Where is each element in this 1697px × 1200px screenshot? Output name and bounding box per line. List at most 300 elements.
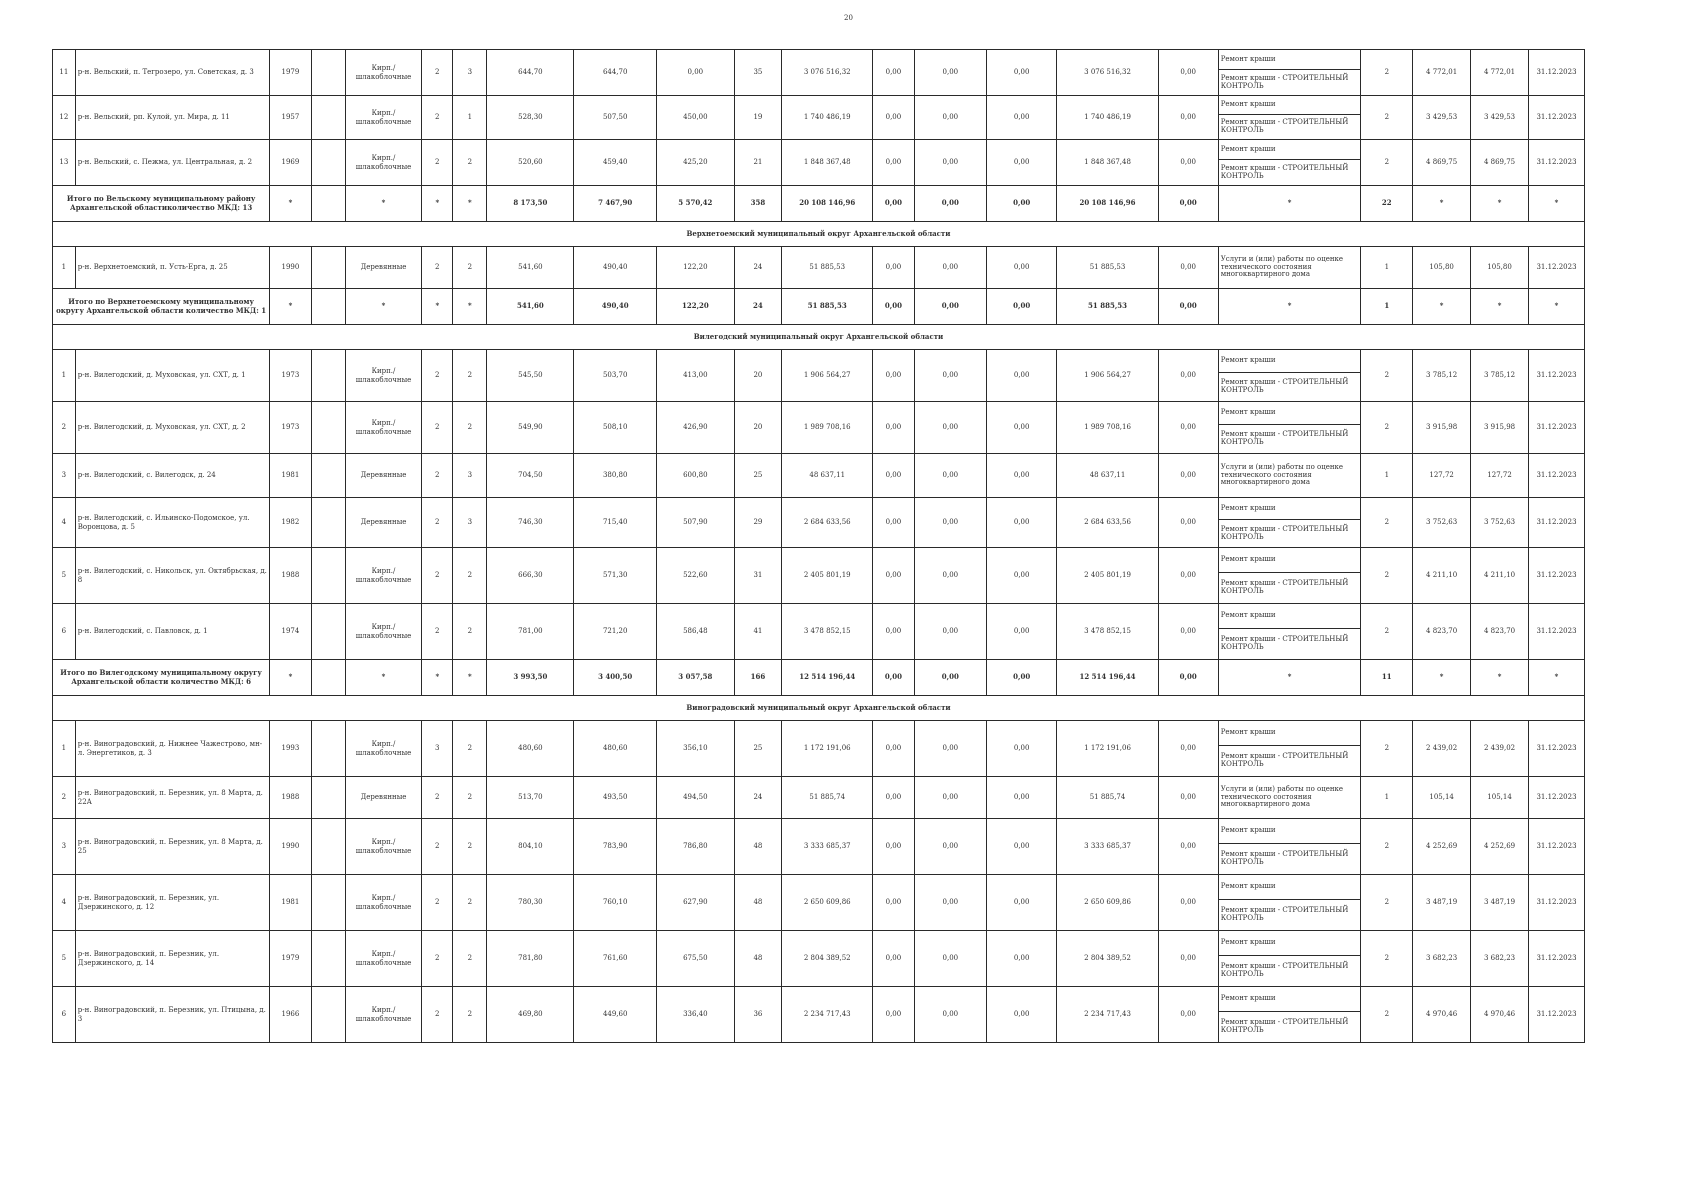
- value-f4: 2 234 717,43: [1057, 987, 1158, 1043]
- value-a3: 627,90: [657, 875, 735, 931]
- work-count: 2: [1361, 875, 1413, 931]
- value-f4: 3 333 685,37: [1057, 819, 1158, 875]
- value-total: 2 405 801,19: [782, 548, 873, 604]
- value-f2: 0,00: [914, 548, 986, 604]
- subtotal-row: [53, 289, 1585, 325]
- work-types: [1218, 350, 1361, 402]
- work-count: 2: [1361, 987, 1413, 1043]
- row-number: 12: [53, 96, 76, 140]
- unit-cost-limit: 4 869,75: [1471, 140, 1529, 186]
- value-f4: 48 637,11: [1057, 454, 1158, 498]
- value-f3: 0,00: [987, 350, 1057, 402]
- value-f5: 0,00: [1158, 402, 1218, 454]
- subtotal-f3: 0,00: [987, 289, 1057, 325]
- section-header-row: [53, 325, 1585, 350]
- year-built: 1990: [270, 247, 311, 289]
- address: р-н. Виноградовский, п. Березник, ул. Птицына, д. 3: [75, 987, 269, 1043]
- year-empty: [311, 50, 345, 96]
- value-a3: 675,50: [657, 931, 735, 987]
- year-built: 1966: [270, 987, 311, 1043]
- work-count: 1: [1361, 247, 1413, 289]
- value-residents: 41: [734, 604, 782, 660]
- unit-cost-limit: 4 823,70: [1471, 604, 1529, 660]
- value-f3: 0,00: [987, 987, 1057, 1043]
- value-a2: 503,70: [574, 350, 657, 402]
- value-a3: 507,90: [657, 498, 735, 548]
- subtotal-total: 20 108 146,96: [782, 186, 873, 222]
- subtotal-f1: 0,00: [873, 186, 914, 222]
- subtotal-residents: 358: [734, 186, 782, 222]
- work-type-control: Ремонт крыши - СТРОИТЕЛЬНЫЙ КОНТРОЛЬ: [1219, 572, 1361, 603]
- work-type-primary: Ремонт крыши: [1220, 54, 1276, 63]
- subtotal-a1: 3 993,50: [487, 660, 574, 696]
- empty-floors: *: [422, 660, 453, 696]
- value-a2: 571,30: [574, 548, 657, 604]
- floors: 2: [422, 548, 453, 604]
- subtotal-residents: 24: [734, 289, 782, 325]
- value-f4: 2 684 633,56: [1057, 498, 1158, 548]
- house-row: [53, 987, 1585, 1043]
- value-residents: 35: [734, 50, 782, 96]
- value-total: 51 885,74: [782, 777, 873, 819]
- work-count: 2: [1361, 931, 1413, 987]
- empty-c2: *: [1471, 186, 1529, 222]
- value-residents: 24: [734, 777, 782, 819]
- value-f5: 0,00: [1158, 875, 1218, 931]
- entrances: 2: [453, 402, 487, 454]
- subtotal-f1: 0,00: [873, 660, 914, 696]
- work-type-primary: Ремонт крыши: [1220, 356, 1276, 365]
- value-f3: 0,00: [987, 454, 1057, 498]
- value-f3: 0,00: [987, 140, 1057, 186]
- value-a3: 336,40: [657, 987, 735, 1043]
- value-a3: 450,00: [657, 96, 735, 140]
- row-number: 1: [53, 247, 76, 289]
- value-total: 48 637,11: [782, 454, 873, 498]
- value-f2: 0,00: [914, 498, 986, 548]
- work-type-primary: Ремонт крыши: [1220, 938, 1276, 947]
- unit-cost-limit: 3 429,53: [1471, 96, 1529, 140]
- value-a2: 721,20: [574, 604, 657, 660]
- completion-date: 31.12.2023: [1529, 604, 1585, 660]
- floors: 2: [422, 96, 453, 140]
- work-count: 2: [1361, 498, 1413, 548]
- value-residents: 20: [734, 402, 782, 454]
- completion-date: 31.12.2023: [1529, 402, 1585, 454]
- value-f5: 0,00: [1158, 498, 1218, 548]
- year-empty: [311, 247, 345, 289]
- value-a2: 508,10: [574, 402, 657, 454]
- value-f1: 0,00: [873, 931, 914, 987]
- value-f5: 0,00: [1158, 777, 1218, 819]
- value-a3: 426,90: [657, 402, 735, 454]
- unit-cost: 3 785,12: [1413, 350, 1471, 402]
- value-a2: 449,60: [574, 987, 657, 1043]
- value-f4: 1 906 564,27: [1057, 350, 1158, 402]
- entrances: 2: [453, 777, 487, 819]
- value-a1: 781,80: [487, 931, 574, 987]
- value-a1: 781,00: [487, 604, 574, 660]
- value-total: 1 740 486,19: [782, 96, 873, 140]
- year-empty: [311, 454, 345, 498]
- value-f4: 1 172 191,06: [1057, 721, 1158, 777]
- completion-date: 31.12.2023: [1529, 819, 1585, 875]
- value-a3: 356,10: [657, 721, 735, 777]
- value-f3: 0,00: [987, 819, 1057, 875]
- value-f5: 0,00: [1158, 454, 1218, 498]
- work-count: 2: [1361, 819, 1413, 875]
- subtotal-work-count: 1: [1361, 289, 1413, 325]
- value-a1: 780,30: [487, 875, 574, 931]
- wall-material: Кирп./ шлакоблочные: [345, 96, 422, 140]
- entrances: 2: [453, 247, 487, 289]
- wall-material: Кирп./ шлакоблочные: [345, 987, 422, 1043]
- wall-material: Кирп./ шлакоблочные: [345, 50, 422, 96]
- value-f5: 0,00: [1158, 819, 1218, 875]
- completion-date: 31.12.2023: [1529, 454, 1585, 498]
- wall-material: Деревянные: [345, 247, 422, 289]
- address: р-н. Вилегодский, д. Муховская, ул. СХТ, д. 2: [75, 402, 269, 454]
- subtotal-a2: 3 400,50: [574, 660, 657, 696]
- floors: 2: [422, 454, 453, 498]
- work-type-primary: Ремонт крыши: [1220, 826, 1276, 835]
- value-f3: 0,00: [987, 96, 1057, 140]
- value-total: 3 333 685,37: [782, 819, 873, 875]
- value-f4: 2 405 801,19: [1057, 548, 1158, 604]
- empty-wall-type: [311, 186, 345, 222]
- house-row: [53, 721, 1585, 777]
- year-empty: [311, 548, 345, 604]
- value-a2: 715,40: [574, 498, 657, 548]
- value-residents: 20: [734, 350, 782, 402]
- work-count: 2: [1361, 350, 1413, 402]
- row-number: 13: [53, 140, 76, 186]
- subtotal-f4: 12 514 196,44: [1057, 660, 1158, 696]
- year-built: 1981: [270, 454, 311, 498]
- empty-c1: *: [1413, 186, 1471, 222]
- value-f5: 0,00: [1158, 548, 1218, 604]
- value-f4: 1 848 367,48: [1057, 140, 1158, 186]
- year-empty: [311, 777, 345, 819]
- empty-work: *: [1218, 289, 1361, 325]
- work-types: [1218, 140, 1361, 186]
- repair-program-table: [52, 49, 1585, 1043]
- work-type-primary: Услуги и (или) работы по оценке технического состояния многоквартирного дома: [1220, 784, 1344, 809]
- empty-floors: *: [422, 186, 453, 222]
- work-type-control: Ремонт крыши - СТРОИТЕЛЬНЫЙ КОНТРОЛЬ: [1219, 424, 1361, 453]
- address: р-н. Виноградовский, п. Березник, ул. Дзержинского, д. 12: [75, 875, 269, 931]
- unit-cost-limit: 4 252,69: [1471, 819, 1529, 875]
- value-total: 3 076 516,32: [782, 50, 873, 96]
- value-f5: 0,00: [1158, 604, 1218, 660]
- address: р-н. Вилегодский, д. Муховская, ул. СХТ, д. 1: [75, 350, 269, 402]
- work-type-primary: Ремонт крыши: [1220, 728, 1276, 737]
- floors: 2: [422, 350, 453, 402]
- work-type-control: Ремонт крыши - СТРОИТЕЛЬНЫЙ КОНТРОЛЬ: [1219, 843, 1361, 874]
- house-row: [53, 402, 1585, 454]
- completion-date: 31.12.2023: [1529, 498, 1585, 548]
- value-total: 2 804 389,52: [782, 931, 873, 987]
- empty-date: *: [1529, 660, 1585, 696]
- work-type-primary: Ремонт крыши: [1220, 882, 1276, 891]
- value-a1: 746,30: [487, 498, 574, 548]
- year-empty: [311, 604, 345, 660]
- row-number: 2: [53, 777, 76, 819]
- value-a2: 761,60: [574, 931, 657, 987]
- subtotal-residents: 166: [734, 660, 782, 696]
- house-row: [53, 247, 1585, 289]
- subtotal-f2: 0,00: [914, 186, 986, 222]
- value-a3: 122,20: [657, 247, 735, 289]
- wall-material: Деревянные: [345, 777, 422, 819]
- wall-material: Кирп./ шлакоблочные: [345, 931, 422, 987]
- year-built: 1993: [270, 721, 311, 777]
- completion-date: 31.12.2023: [1529, 721, 1585, 777]
- value-f3: 0,00: [987, 498, 1057, 548]
- completion-date: 31.12.2023: [1529, 140, 1585, 186]
- section-title: Виноградовский муниципальный округ Архангельской области: [53, 696, 1585, 721]
- work-type-primary: Ремонт крыши: [1220, 503, 1276, 512]
- address: р-н. Вельский, с. Пежма, ул. Центральная, д. 2: [75, 140, 269, 186]
- completion-date: 31.12.2023: [1529, 50, 1585, 96]
- empty-c2: *: [1471, 660, 1529, 696]
- subtotal-label: Итого по Вилегодскому муниципальному округу Архангельской области количество МКД: 6: [53, 660, 270, 696]
- section-title: Вилегодский муниципальный округ Архангельской области: [53, 325, 1585, 350]
- value-a2: 380,80: [574, 454, 657, 498]
- year-empty: [311, 819, 345, 875]
- address: р-н. Вилегодский, с. Павловск, д. 1: [75, 604, 269, 660]
- work-type-primary: Ремонт крыши: [1220, 611, 1276, 620]
- work-type-control: Ремонт крыши - СТРОИТЕЛЬНЫЙ КОНТРОЛЬ: [1219, 628, 1361, 659]
- floors: 2: [422, 931, 453, 987]
- subtotal-f5: 0,00: [1158, 289, 1218, 325]
- work-type-control: Ремонт крыши - СТРОИТЕЛЬНЫЙ КОНТРОЛЬ: [1219, 372, 1361, 401]
- value-f1: 0,00: [873, 875, 914, 931]
- value-a1: 704,50: [487, 454, 574, 498]
- unit-cost-limit: 4 772,01: [1471, 50, 1529, 96]
- work-count: 2: [1361, 548, 1413, 604]
- house-row: [53, 548, 1585, 604]
- value-total: 51 885,53: [782, 247, 873, 289]
- unit-cost: 4 823,70: [1413, 604, 1471, 660]
- work-type-control: Ремонт крыши - СТРОИТЕЛЬНЫЙ КОНТРОЛЬ: [1219, 69, 1361, 95]
- value-f4: 51 885,74: [1057, 777, 1158, 819]
- floors: 2: [422, 604, 453, 660]
- value-a1: 528,30: [487, 96, 574, 140]
- entrances: 3: [453, 50, 487, 96]
- address: р-н. Виноградовский, д. Нижнее Чажестрово, мн-л. Энергетиков, д. 3: [75, 721, 269, 777]
- address: р-н. Верхнетоемский, п. Усть-Ерга, д. 25: [75, 247, 269, 289]
- year-built: 1974: [270, 604, 311, 660]
- subtotal-f3: 0,00: [987, 660, 1057, 696]
- floors: 3: [422, 721, 453, 777]
- row-number: 1: [53, 350, 76, 402]
- value-residents: 19: [734, 96, 782, 140]
- floors: 2: [422, 402, 453, 454]
- value-residents: 48: [734, 875, 782, 931]
- value-residents: 29: [734, 498, 782, 548]
- wall-material: Кирп./ шлакоблочные: [345, 819, 422, 875]
- empty-wall-material: *: [345, 660, 422, 696]
- value-residents: 31: [734, 548, 782, 604]
- floors: 2: [422, 247, 453, 289]
- value-f3: 0,00: [987, 777, 1057, 819]
- value-f2: 0,00: [914, 454, 986, 498]
- year-empty: [311, 721, 345, 777]
- value-f1: 0,00: [873, 50, 914, 96]
- entrances: 3: [453, 454, 487, 498]
- value-f1: 0,00: [873, 721, 914, 777]
- year-built: 1973: [270, 350, 311, 402]
- value-a2: 490,40: [574, 247, 657, 289]
- subtotal-row: [53, 186, 1585, 222]
- work-count: 2: [1361, 140, 1413, 186]
- value-a2: 493,50: [574, 777, 657, 819]
- address: р-н. Вельский, п. Тегрозеро, ул. Советская, д. 3: [75, 50, 269, 96]
- page-number: 20: [844, 14, 853, 22]
- value-a2: 783,90: [574, 819, 657, 875]
- entrances: 1: [453, 96, 487, 140]
- house-row: [53, 96, 1585, 140]
- year-built: 1982: [270, 498, 311, 548]
- floors: 2: [422, 140, 453, 186]
- value-f2: 0,00: [914, 50, 986, 96]
- value-f2: 0,00: [914, 350, 986, 402]
- value-a1: 541,60: [487, 247, 574, 289]
- empty-c2: *: [1471, 289, 1529, 325]
- entrances: 2: [453, 721, 487, 777]
- house-row: [53, 50, 1585, 96]
- row-number: 6: [53, 987, 76, 1043]
- section-header-row: [53, 696, 1585, 721]
- row-number: 3: [53, 454, 76, 498]
- work-types: [1218, 548, 1361, 604]
- unit-cost-limit: 127,72: [1471, 454, 1529, 498]
- address: р-н. Виноградовский, п. Березник, ул. Дзержинского, д. 14: [75, 931, 269, 987]
- completion-date: 31.12.2023: [1529, 987, 1585, 1043]
- house-row: [53, 140, 1585, 186]
- work-count: 2: [1361, 50, 1413, 96]
- empty-entrances: *: [453, 289, 487, 325]
- row-number: 5: [53, 931, 76, 987]
- work-type-primary: Услуги и (или) работы по оценке технического состояния многоквартирного дома: [1220, 462, 1344, 487]
- entrances: 3: [453, 498, 487, 548]
- value-residents: 36: [734, 987, 782, 1043]
- work-type-primary: Ремонт крыши: [1220, 144, 1276, 153]
- unit-cost: 4 211,10: [1413, 548, 1471, 604]
- work-count: 2: [1361, 604, 1413, 660]
- work-types: [1218, 50, 1361, 96]
- unit-cost-limit: 3 682,23: [1471, 931, 1529, 987]
- value-f1: 0,00: [873, 454, 914, 498]
- row-number: 3: [53, 819, 76, 875]
- subtotal-f3: 0,00: [987, 186, 1057, 222]
- value-f1: 0,00: [873, 604, 914, 660]
- value-a3: 522,60: [657, 548, 735, 604]
- value-f2: 0,00: [914, 875, 986, 931]
- row-number: 1: [53, 721, 76, 777]
- unit-cost: 105,14: [1413, 777, 1471, 819]
- unit-cost-limit: 2 439,02: [1471, 721, 1529, 777]
- row-number: 11: [53, 50, 76, 96]
- value-f2: 0,00: [914, 819, 986, 875]
- subtotal-row: [53, 660, 1585, 696]
- subtotal-a3: 5 570,42: [657, 186, 735, 222]
- address: р-н. Вилегодский, с. Ильинско-Подомское, ул. Воронцова, д. 5: [75, 498, 269, 548]
- value-f3: 0,00: [987, 931, 1057, 987]
- value-f1: 0,00: [873, 987, 914, 1043]
- unit-cost: 3 429,53: [1413, 96, 1471, 140]
- subtotal-total: 51 885,53: [782, 289, 873, 325]
- value-a1: 549,90: [487, 402, 574, 454]
- completion-date: 31.12.2023: [1529, 247, 1585, 289]
- subtotal-f4: 51 885,53: [1057, 289, 1158, 325]
- house-row: [53, 777, 1585, 819]
- work-type-control: Ремонт крыши - СТРОИТЕЛЬНЫЙ КОНТРОЛЬ: [1219, 955, 1361, 986]
- value-f1: 0,00: [873, 140, 914, 186]
- subtotal-work-count: 11: [1361, 660, 1413, 696]
- year-built: 1979: [270, 931, 311, 987]
- completion-date: 31.12.2023: [1529, 350, 1585, 402]
- house-row: [53, 350, 1585, 402]
- value-residents: 21: [734, 140, 782, 186]
- subtotal-f4: 20 108 146,96: [1057, 186, 1158, 222]
- empty-wall-type: [311, 289, 345, 325]
- value-a1: 520,60: [487, 140, 574, 186]
- year-built: 1969: [270, 140, 311, 186]
- value-total: 2 684 633,56: [782, 498, 873, 548]
- address: р-н. Виноградовский, п. Березник, ул. 8 Марта, д. 22А: [75, 777, 269, 819]
- subtotal-total: 12 514 196,44: [782, 660, 873, 696]
- unit-cost-limit: 105,14: [1471, 777, 1529, 819]
- empty-work: *: [1218, 186, 1361, 222]
- house-row: [53, 454, 1585, 498]
- unit-cost: 3 682,23: [1413, 931, 1471, 987]
- unit-cost: 4 772,01: [1413, 50, 1471, 96]
- value-a3: 786,80: [657, 819, 735, 875]
- value-a1: 644,70: [487, 50, 574, 96]
- completion-date: 31.12.2023: [1529, 777, 1585, 819]
- value-f3: 0,00: [987, 548, 1057, 604]
- work-count: 1: [1361, 454, 1413, 498]
- unit-cost: 4 252,69: [1413, 819, 1471, 875]
- value-f1: 0,00: [873, 96, 914, 140]
- empty-floors: *: [422, 289, 453, 325]
- value-a2: 507,50: [574, 96, 657, 140]
- floors: 2: [422, 987, 453, 1043]
- value-f3: 0,00: [987, 402, 1057, 454]
- year-empty: [311, 875, 345, 931]
- subtotal-f5: 0,00: [1158, 186, 1218, 222]
- work-type-primary: Ремонт крыши: [1220, 994, 1276, 1003]
- subtotal-a3: 122,20: [657, 289, 735, 325]
- work-count: 1: [1361, 777, 1413, 819]
- work-types: [1218, 96, 1361, 140]
- subtotal-work-count: 22: [1361, 186, 1413, 222]
- wall-material: Кирп./ шлакоблочные: [345, 548, 422, 604]
- address: р-н. Вельский, рп. Кулой, ул. Мира, д. 11: [75, 96, 269, 140]
- value-f4: 2 804 389,52: [1057, 931, 1158, 987]
- value-f1: 0,00: [873, 247, 914, 289]
- value-f2: 0,00: [914, 931, 986, 987]
- value-f1: 0,00: [873, 498, 914, 548]
- year-built: 1973: [270, 402, 311, 454]
- value-f2: 0,00: [914, 96, 986, 140]
- subtotal-f2: 0,00: [914, 660, 986, 696]
- value-a3: 586,48: [657, 604, 735, 660]
- value-f2: 0,00: [914, 604, 986, 660]
- value-f3: 0,00: [987, 721, 1057, 777]
